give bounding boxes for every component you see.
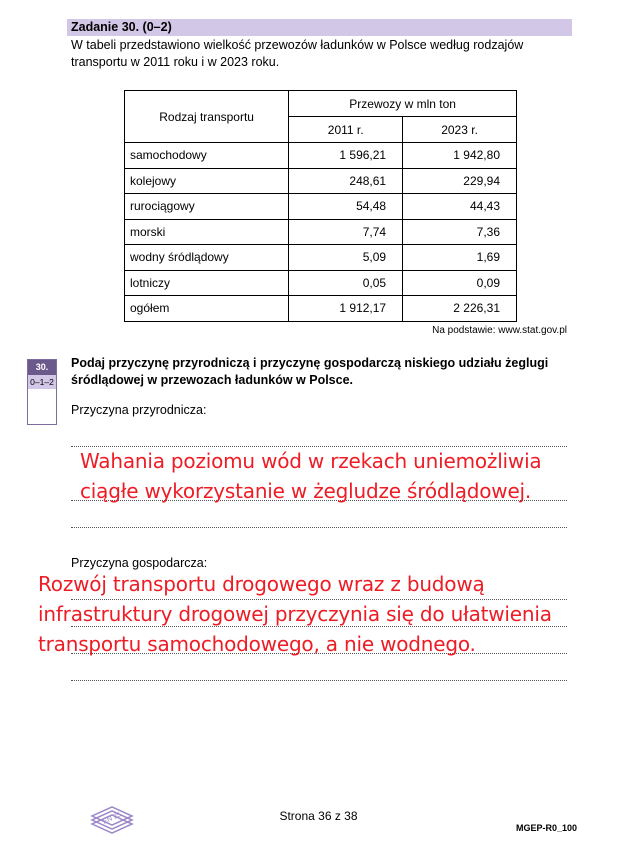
task-header: Zadanie 30. (0–2)	[67, 19, 572, 36]
task-number-badge: 30.	[28, 360, 56, 375]
value-2011: 7,74	[289, 219, 403, 245]
task-points-badge: 0–1–2	[28, 375, 56, 389]
table-row	[125, 219, 517, 245]
value-2011: 54,48	[289, 194, 403, 220]
page-number: Strona 36 z 38	[279, 809, 358, 823]
value-2023: 2 226,31	[403, 296, 517, 322]
value-2023: 1 942,80	[403, 143, 517, 169]
value-2023: 44,43	[403, 194, 517, 220]
natural-cause-answer-line-1: Wahania poziomu wód w rzekach uniemożliwia	[80, 449, 542, 473]
row-name: morski	[125, 219, 289, 245]
answer-line	[71, 680, 567, 681]
value-2011: 1 912,17	[289, 296, 403, 322]
transport-table	[124, 90, 517, 322]
column-header-2023: 2023 r.	[403, 117, 517, 143]
economic-cause-answer-line-2: infrastruktury drogowej przyczynia się do ułatwienia	[38, 602, 552, 626]
value-2023: 0,09	[403, 270, 517, 296]
value-2011: 248,61	[289, 168, 403, 194]
document-code: MGEP-R0_100	[515, 823, 577, 833]
value-2011: 0,05	[289, 270, 403, 296]
value-2023: 229,94	[403, 168, 517, 194]
value-2023: 7,36	[403, 219, 517, 245]
economic-cause-label: Przyczyna gospodarcza:	[71, 556, 208, 570]
column-header-group: Przewozy w mln ton	[289, 91, 517, 117]
row-name: ogółem	[125, 296, 289, 322]
task-intro: W tabeli przedstawiono wielkość przewozów ładunków w Polsce według rodzajów transportu w 2011 roku i w 2023 roku.	[71, 38, 524, 69]
economic-cause-answer-line-3: transportu samochodowego, a nie wodnego.	[38, 632, 476, 656]
answer-line	[71, 527, 567, 528]
task-score-marker	[27, 359, 57, 425]
natural-cause-label: Przyczyna przyrodnicza:	[71, 403, 207, 417]
table-row	[125, 270, 517, 296]
economic-cause-answer-line-1: Rozwój transportu drogowego wraz z budową	[38, 572, 485, 596]
row-name: samochodowy	[125, 143, 289, 169]
table-row	[125, 296, 517, 322]
table-row	[125, 143, 517, 169]
value-2011: 1 596,21	[289, 143, 403, 169]
row-name: kolejowy	[125, 168, 289, 194]
row-name: wodny śródlądowy	[125, 245, 289, 271]
table-source: Na podstawie: www.stat.gov.pl	[432, 325, 567, 336]
row-name: rurociągowy	[125, 194, 289, 220]
table-row	[125, 194, 517, 220]
table-row	[125, 168, 517, 194]
value-2023: 1,69	[403, 245, 517, 271]
value-2011: 5,09	[289, 245, 403, 271]
row-name: lotniczy	[125, 270, 289, 296]
question-text: Podaj przyczynę przyrodniczą i przyczynę gospodarczą niskiego udziału żeglugi śródlądowej w przewozach ładunków w Polsce.	[71, 356, 549, 387]
table-row	[125, 245, 517, 271]
natural-cause-answer-line-2: ciągłe wykorzystanie w żegludze śródlądowej.	[80, 479, 532, 503]
logo-text: EN 25	[101, 811, 123, 826]
column-header-type: Rodzaj transportu	[125, 91, 289, 143]
column-header-2011: 2011 r.	[289, 117, 403, 143]
